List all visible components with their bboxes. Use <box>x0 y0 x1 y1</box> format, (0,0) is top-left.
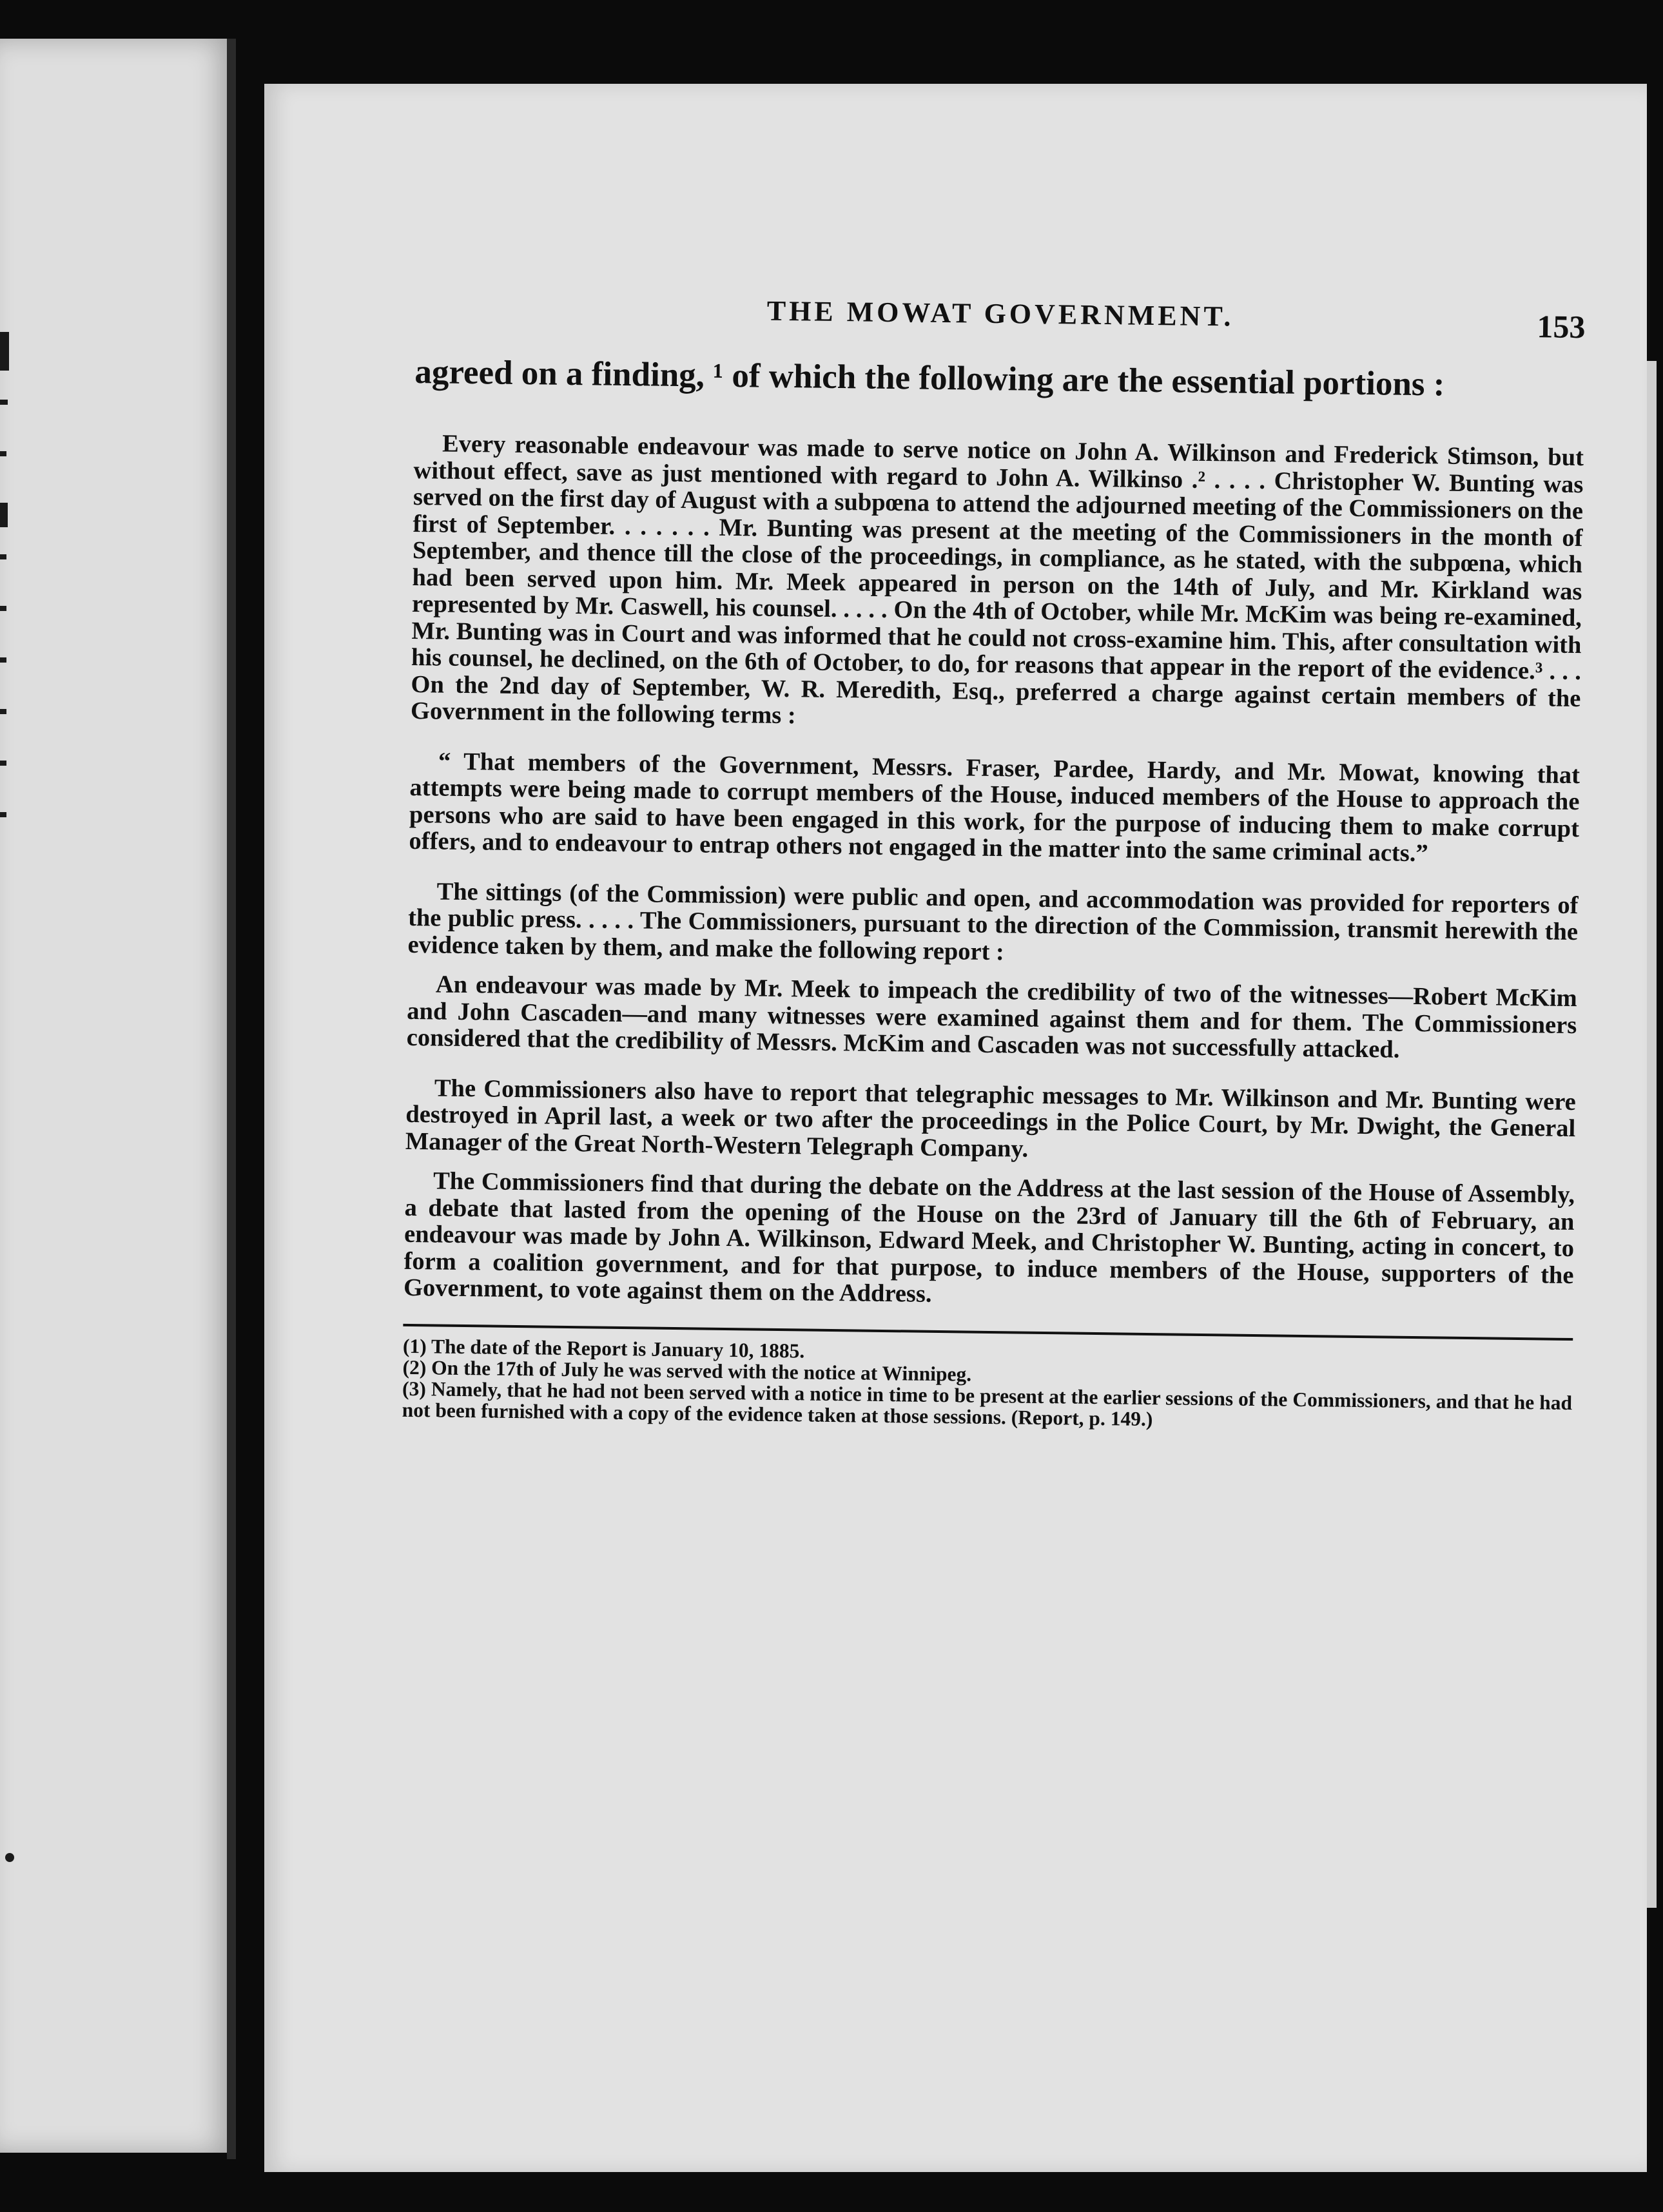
running-title: THE MOWAT GOVERNMENT. <box>766 295 1234 333</box>
telegraphic-messages-paragraph: The Commissioners also have to report that telegraphic messages to Mr. Wilkinson and Mr. Bunting were destroyed in April last, a week or two after the proceedings in the Police Court, by Mr. Dwight, the General Manager of the Great North-Western Telegraph Company. <box>405 1074 1577 1163</box>
page-number: 153 <box>1537 308 1586 345</box>
book-gutter <box>227 39 236 2159</box>
quoted-charge-paragraph: “ That members of the Government, Messrs. Fraser, Pardee, Hardy, and Mr. Mowat, knowing that attempts were being made to corrupt members of the House, induced members of the House to approach the persons who are said to have been engaged in this work, for the purpose of inducing them to make corrupt offers, and to endeavour to entrap others not engaged in the matter into the same criminal acts.” <box>409 747 1580 868</box>
footnotes <box>402 1335 1573 1434</box>
page-content <box>402 290 1586 1435</box>
findings-paragraph: The Commissioners find that during the debate on the Address at the last session of the House of Assembly, a debate that lasted from the opening of the House on the 23rd of January till the 6th of February, an endeavour was made by John A. Wilkinson, Edward Meek, and Christopher W. Bunting, acting in concert, to form a coalition government, and for that purpose, to induce members of the House, supporters of the Government, to vote against them on the Address. <box>403 1167 1575 1308</box>
intro-paragraph: agreed on a finding, ¹ of which the following are the essential portions : <box>414 353 1445 403</box>
credibility-paragraph: An endeavour was made by Mr. Meek to impeach the credibility of two of the witnesses—Robert McKim and John Cascaden—and many witnesses were examined against them and for them. The Commissioners considered that the credibility of Messrs. McKim and Cascaden was not successfully attacked. <box>406 971 1577 1063</box>
facing-page-edge <box>0 39 232 2153</box>
report-excerpt-paragraph: Every reasonable endeavour was made to serve notice on John A. Wilkinson and Frederick Stimson, but without effect, save as just mentioned with regard to John A. Wilkinso .² . . . . Christopher W. Bunting was served on the first day of August with a subpœna to attend the adjourned meeting of the Commissioners on the first of September. . . . . . . Mr. Bunting was present at the meeting of the Commissioners in the month of September, and thence till the close of the proceedings, in compliance, as he stated, with the subpœna, which had been served upon him. Mr. Meek appeared in person on the 14th of July, and Mr. Kirkland was represented by Mr. Caswell, his counsel. . . . . On the 4th of October, while Mr. McKim was being re-examined, Mr. Bunting was in Court and was informed that he could not cross-examine him. This, after consultation with his counsel, he declined, on the 6th of October, to do, for reasons that appear in the report of the evidence.³ . . . On the 2nd day of September, W. R. Meredith, Esq., preferred a charge against certain members of the Government in the following terms : <box>410 430 1584 730</box>
sittings-paragraph: The sittings (of the Commission) were public and open, and accommodation was provided for reporters of the public press. . . . . The Commissioners, pursuant to the direction of the Commission, transmit herewith the evidence taken by them, and make the following report : <box>407 877 1579 965</box>
book-page <box>264 84 1647 2172</box>
footnote-1: (1) The date of the Report is January 10, 1885. <box>402 1334 805 1362</box>
footnote-2: (2) On the 17th of July he was served with the notice at Winnipeg. <box>402 1355 972 1386</box>
footnote-3: (3) Namely, that he had not been served with a notice in time to be present at the earlier sessions of the Commissioners, and that he had not been furnished with a copy of the evidence taken at those sessions. (Report, p. 149.) <box>402 1377 1573 1430</box>
